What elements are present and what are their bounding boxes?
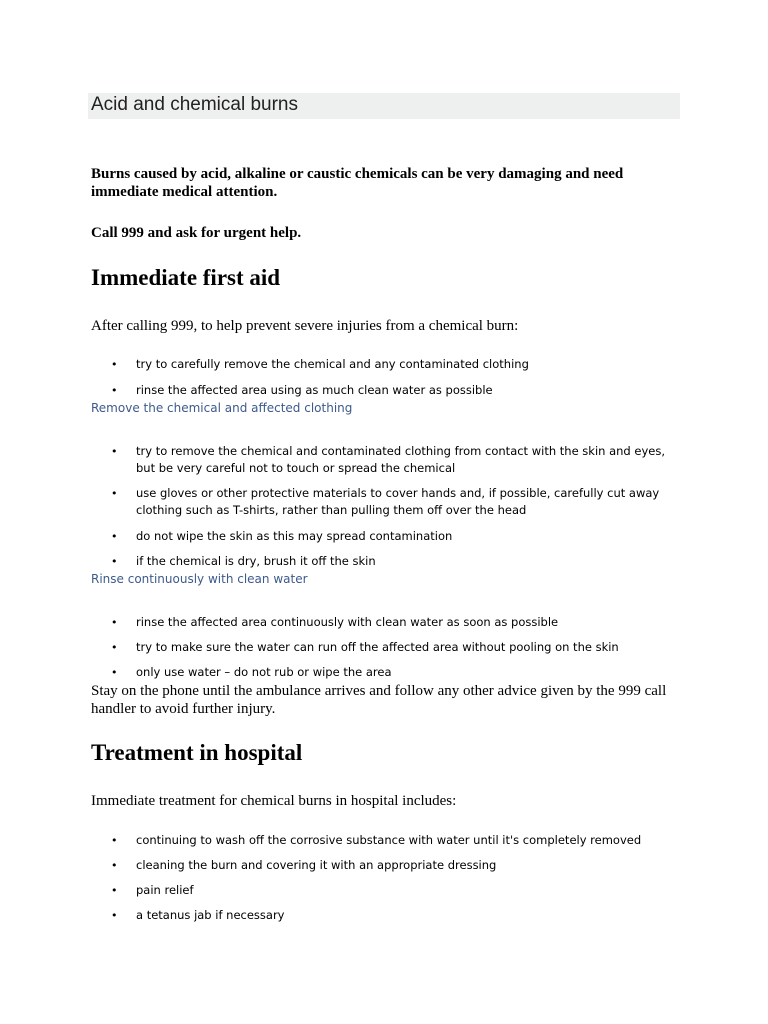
bullet-icon: • xyxy=(111,834,118,847)
bullet-icon: • xyxy=(111,641,118,654)
list-item xyxy=(111,639,681,656)
list-item-text: if the chemical is dry, brush it off the skin xyxy=(136,554,376,568)
list-item-text: try to carefully remove the chemical and any contaminated clothing xyxy=(136,357,529,371)
list-item xyxy=(111,614,681,631)
call-instruction: Call 999 and ask for urgent help. xyxy=(91,225,302,241)
list-item xyxy=(111,907,681,924)
heading-immediate-first-aid: Immediate first aid xyxy=(91,265,281,290)
list-item-text: rinse the affected area continuously with clean water as soon as possible xyxy=(136,615,559,629)
list-item xyxy=(111,857,681,874)
hospital-lead: Immediate treatment for chemical burns in hospital includes: xyxy=(91,793,457,809)
list-item xyxy=(111,832,681,849)
bullet-icon: • xyxy=(111,666,118,679)
heading-treatment-in-hospital: Treatment in hospital xyxy=(91,740,303,765)
list-item-text: only use water – do not rub or wipe the area xyxy=(136,665,392,679)
list-item-text: pain relief xyxy=(136,883,194,897)
list-item-text: do not wipe the skin as this may spread contamination xyxy=(136,529,453,543)
list-item xyxy=(111,382,681,399)
first-aid-lead: After calling 999, to help prevent severe injuries from a chemical burn: xyxy=(91,318,519,334)
bullet-icon: • xyxy=(111,616,118,629)
list-item-text: rinse the affected area using as much clean water as possible xyxy=(136,383,493,397)
list-item-text: cleaning the burn and covering it with an appropriate dressing xyxy=(136,858,497,872)
list-item-text: use gloves or other protective materials to cover hands and, if possible, carefully cut away clothing such as T-shirts, rather than pulling them off over the head xyxy=(136,486,660,517)
bullet-icon: • xyxy=(111,884,118,897)
title-band xyxy=(88,93,680,119)
bullet-icon: • xyxy=(111,487,118,500)
page-title: Acid and chemical burns xyxy=(91,94,298,115)
list-item xyxy=(111,485,681,519)
bullet-icon: • xyxy=(111,445,118,458)
stay-on-phone-paragraph: Stay on the phone until the ambulance arrives and follow any other advice given by the 999 call handler to avoid further injury. xyxy=(91,683,667,717)
list-item xyxy=(111,528,681,545)
subheading-rinse: Rinse continuously with clean water xyxy=(91,572,308,586)
bullet-icon: • xyxy=(111,530,118,543)
list-item-text: try to make sure the water can run off the affected area without pooling on the skin xyxy=(136,640,619,654)
list-item xyxy=(111,664,681,681)
subheading-remove: Remove the chemical and affected clothing xyxy=(91,401,353,415)
bullet-icon: • xyxy=(111,909,118,922)
list-item xyxy=(111,443,681,477)
list-item-text: try to remove the chemical and contaminated clothing from contact with the skin and eyes, but be very careful not to touch or spread the chemical xyxy=(136,444,665,475)
list-item xyxy=(111,553,681,570)
intro-paragraph: Burns caused by acid, alkaline or caustic chemicals can be very damaging and need immediate medical attention. xyxy=(91,166,624,200)
bullet-icon: • xyxy=(111,358,118,371)
list-item-text: a tetanus jab if necessary xyxy=(136,908,285,922)
list-item-text: continuing to wash off the corrosive substance with water until it's completely removed xyxy=(136,833,642,847)
bullet-icon: • xyxy=(111,384,118,397)
list-item xyxy=(111,882,681,899)
bullet-icon: • xyxy=(111,859,118,872)
list-item xyxy=(111,356,681,373)
bullet-icon: • xyxy=(111,555,118,568)
